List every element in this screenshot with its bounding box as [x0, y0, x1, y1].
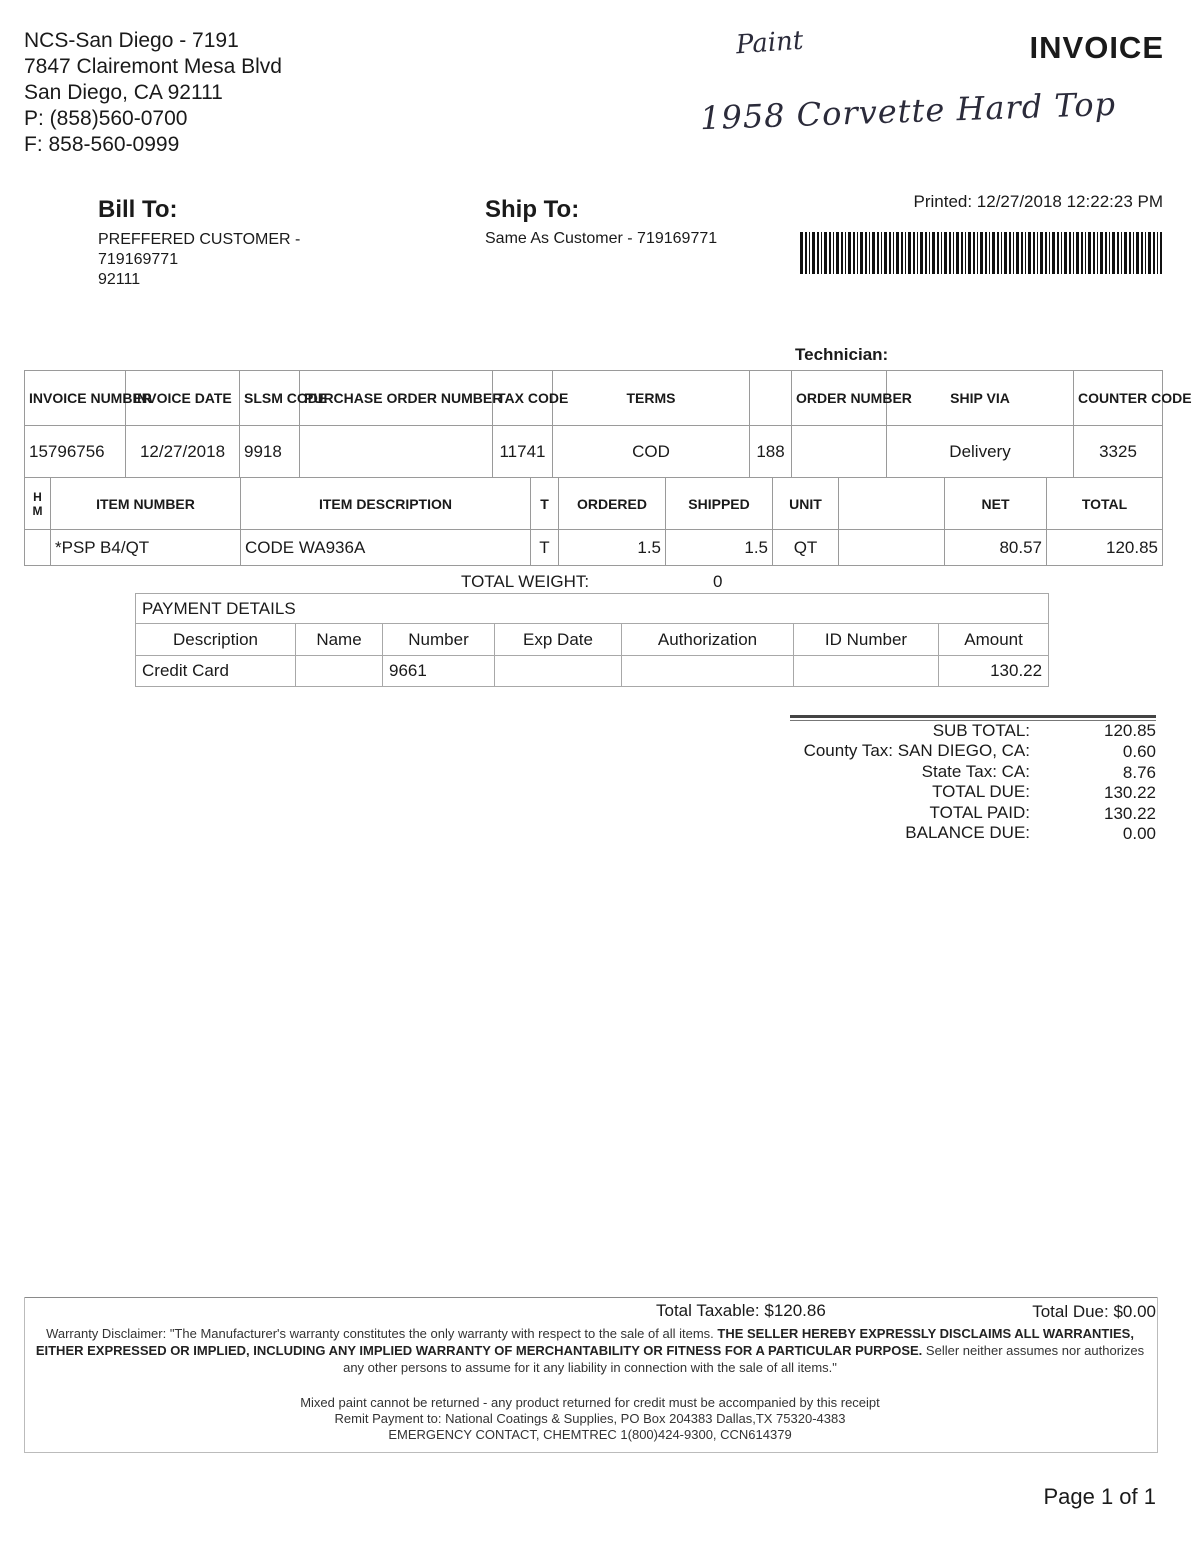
- pay-number-value: 9661: [383, 656, 495, 687]
- col-tax-code: TAX CODE: [493, 371, 553, 426]
- pay-col-description: Description: [136, 624, 296, 656]
- barcode-bar: [869, 232, 870, 274]
- barcode-bar: [865, 232, 867, 274]
- subtotal-value: 120.85: [1104, 721, 1156, 740]
- col-unit: UNIT: [773, 478, 839, 530]
- handwritten-note-1: Paint: [735, 25, 805, 61]
- barcode-bar: [1133, 232, 1134, 274]
- technician-label: Technician:: [795, 345, 889, 364]
- barcode-bar: [1157, 232, 1158, 274]
- barcode-bar: [853, 232, 855, 274]
- barcode-bar: [1049, 232, 1050, 274]
- col-purchase-order: PURCHASE ORDER NUMBER: [300, 371, 493, 426]
- barcode-bar: [893, 232, 894, 274]
- barcode-bar: [1052, 232, 1055, 274]
- col-counter-code: COUNTER CODE: [1074, 371, 1163, 426]
- barcode-bar: [980, 232, 983, 274]
- col-slsm-code: SLSM CODE: [240, 371, 300, 426]
- item-net-cell: 80.57: [945, 530, 1047, 566]
- barcode-bar: [1040, 232, 1043, 274]
- line-items-table: [24, 477, 1163, 566]
- barcode-image: [800, 232, 1162, 274]
- barcode-bar: [896, 232, 899, 274]
- disclaimer-text-end: Seller neither assumes nor authorizes any other persons to assume for it any liability in connection with the sale of all items.": [343, 1343, 1145, 1375]
- bill-to-address: [98, 230, 300, 290]
- col-ship-via: SHIP VIA: [887, 371, 1074, 426]
- barcode-bar: [1112, 232, 1115, 274]
- barcode-bar: [1025, 232, 1026, 274]
- pay-id-number-value: [794, 656, 939, 687]
- barcode-bar: [1033, 232, 1035, 274]
- barcode-bar: [1001, 232, 1002, 274]
- barcode-bar: [1021, 232, 1023, 274]
- table-row: [136, 656, 1049, 687]
- barcode-bar: [968, 232, 971, 274]
- col-ordered: ORDERED: [559, 478, 666, 530]
- company-name: NCS-San Diego - 7191: [24, 29, 239, 52]
- barcode-bar: [973, 232, 975, 274]
- barcode-bar: [932, 232, 935, 274]
- pay-name-value: [296, 656, 383, 687]
- col-terms: TERMS: [553, 371, 750, 426]
- barcode-bar: [1076, 232, 1079, 274]
- item-description-cell: CODE WA936A: [241, 530, 531, 566]
- totals-divider: [790, 715, 1156, 718]
- item-number-cell: *PSP B4/QT: [51, 530, 241, 566]
- barcode-bar: [908, 232, 911, 274]
- barcode-bar: [1037, 232, 1038, 274]
- col-total: TOTAL: [1047, 478, 1163, 530]
- col-hm: H M: [25, 478, 51, 530]
- barcode-bar: [997, 232, 999, 274]
- item-shipped-cell: 1.5: [666, 530, 773, 566]
- subtotal-label: SUB TOTAL:: [932, 721, 1030, 740]
- barcode-bar: [821, 232, 822, 274]
- emergency-contact-note: EMERGENCY CONTACT, CHEMTREC 1(800)424-9300, CCN614379: [388, 1427, 792, 1442]
- barcode-bar: [953, 232, 954, 274]
- disclaimer-text: Warranty Disclaimer: "The Manufacturer's warranty constitutes the only warranty with respect to the sale of all items.: [46, 1326, 714, 1341]
- barcode-bar: [841, 232, 843, 274]
- barcode-bar: [1105, 232, 1107, 274]
- tax-code-value: 11741: [493, 426, 553, 478]
- handwritten-note-2: 1958 Corvette Hard Top: [699, 84, 1117, 138]
- barcode-bar: [961, 232, 963, 274]
- col-t: T: [531, 478, 559, 530]
- barcode-bar: [800, 232, 803, 274]
- barcode-bar: [925, 232, 927, 274]
- barcode-bar: [1109, 232, 1110, 274]
- barcode-bar: [877, 232, 879, 274]
- purchase-order-value: [300, 426, 493, 478]
- barcode-bar: [809, 232, 810, 274]
- col-blank: [750, 371, 792, 426]
- bill-to-line: 92111: [98, 271, 141, 288]
- return-policy-note: Mixed paint cannot be returned - any product returned for credit must be accompanied by this receipt: [300, 1395, 880, 1410]
- item-total-cell: 120.85: [1047, 530, 1163, 566]
- company-phone: P: (858)560-0700: [24, 107, 188, 130]
- barcode-bar: [949, 232, 951, 274]
- barcode-bar: [977, 232, 978, 274]
- barcode-bar: [1016, 232, 1019, 274]
- total-weight-value: 0: [713, 572, 723, 591]
- item-t-cell: T: [531, 530, 559, 566]
- barcode-bar: [1064, 232, 1067, 274]
- barcode-bar: [817, 232, 819, 274]
- barcode-bar: [1045, 232, 1047, 274]
- barcode-bar: [1028, 232, 1031, 274]
- footer-notes: [180, 1395, 1000, 1443]
- barcode-bar: [1073, 232, 1074, 274]
- footer-bottom-divider: [24, 1452, 1158, 1453]
- barcode-bar: [805, 232, 807, 274]
- state-tax-value: 8.76: [1122, 763, 1156, 782]
- barcode-bar: [1013, 232, 1014, 274]
- company-street: 7847 Clairemont Mesa Blvd: [24, 55, 282, 78]
- company-address-block: [24, 28, 282, 158]
- barcode-bar: [1141, 232, 1143, 274]
- col-net: NET: [945, 478, 1047, 530]
- barcode-bar: [824, 232, 827, 274]
- barcode-bar: [872, 232, 875, 274]
- barcode-bar: [985, 232, 987, 274]
- payment-details-heading: PAYMENT DETAILS: [136, 594, 1049, 624]
- balance-due-value: 0.00: [1122, 824, 1156, 843]
- barcode-bar: [1153, 232, 1155, 274]
- barcode-bar: [965, 232, 966, 274]
- barcode-bar: [1145, 232, 1146, 274]
- barcode-bar: [1093, 232, 1095, 274]
- page-number: Page 1 of 1: [1043, 1484, 1156, 1509]
- order-number-value: [792, 426, 887, 478]
- barcode-bar: [1057, 232, 1059, 274]
- item-blank-cell: [839, 530, 945, 566]
- barcode-bar: [1117, 232, 1119, 274]
- barcode-bar: [1100, 232, 1103, 274]
- table-row: [25, 530, 1163, 566]
- barcode-bar: [1061, 232, 1062, 274]
- barcode-bar: [1148, 232, 1151, 274]
- barcode-bar: [1160, 232, 1162, 274]
- pay-col-name: Name: [296, 624, 383, 656]
- footer-frame-left: [24, 1297, 25, 1453]
- disclaimer-bold-text: THE SELLER HEREBY EXPRESSLY DISCLAIMS ALL WARRANTIES, EITHER EXPRESSED OR IMPLIED, INCLUDING ANY IMPLIED WARRANTY OF MERCHANTABILITY OR FITNESS FOR A PARTICULAR PURPOSE.: [35, 1326, 1134, 1358]
- bill-to-line: 719169771: [98, 251, 179, 268]
- bill-to-heading: Bill To:: [98, 196, 178, 223]
- barcode-bar: [1124, 232, 1127, 274]
- counter-code-value: 3325: [1074, 426, 1163, 478]
- slsm-code-value: 9918: [240, 426, 300, 478]
- barcode-bar: [889, 232, 891, 274]
- barcode-bar: [1009, 232, 1011, 274]
- col-blank-2: [839, 478, 945, 530]
- barcode-bar: [860, 232, 863, 274]
- footer-frame-right: [1157, 1297, 1158, 1453]
- printed-timestamp: Printed: 12/27/2018 12:22:23 PM: [913, 192, 1163, 211]
- total-due-value: 130.22: [1104, 783, 1156, 802]
- pay-col-number: Number: [383, 624, 495, 656]
- ship-via-value: Delivery: [887, 426, 1074, 478]
- total-weight-label: TOTAL WEIGHT:: [461, 572, 590, 591]
- ship-to-address: Same As Customer - 719169771: [485, 230, 718, 247]
- barcode-bar: [992, 232, 995, 274]
- warranty-disclaimer: [30, 1325, 1150, 1376]
- barcode-bar: [845, 232, 846, 274]
- barcode-bar: [920, 232, 923, 274]
- barcode-bar: [1069, 232, 1071, 274]
- barcode-bar: [829, 232, 831, 274]
- total-paid-value: 130.22: [1104, 804, 1156, 823]
- col-invoice-date: INVOICE DATE: [126, 371, 240, 426]
- col-item-description: ITEM DESCRIPTION: [241, 478, 531, 530]
- col-invoice-number: INVOICE NUMBER: [25, 371, 126, 426]
- pay-authorization-value: [622, 656, 794, 687]
- barcode-bar: [913, 232, 915, 274]
- item-hm: [25, 530, 51, 566]
- barcode-bar: [1121, 232, 1122, 274]
- barcode-bar: [848, 232, 851, 274]
- barcode-bar: [1085, 232, 1086, 274]
- total-taxable: Total Taxable: $120.86: [656, 1301, 826, 1320]
- item-unit-cell: QT: [773, 530, 839, 566]
- ship-to-heading: Ship To:: [485, 196, 580, 223]
- item-ordered-cell: 1.5: [559, 530, 666, 566]
- barcode-bar: [857, 232, 858, 274]
- barcode-bar: [956, 232, 959, 274]
- total-due-label: TOTAL DUE:: [932, 782, 1030, 801]
- bill-to-line: PREFFERED CUSTOMER -: [98, 231, 301, 248]
- barcode-bar: [941, 232, 942, 274]
- barcode-bar: [833, 232, 834, 274]
- barcode-bar: [881, 232, 882, 274]
- barcode-bar: [1129, 232, 1131, 274]
- pay-description-value: Credit Card: [136, 656, 296, 687]
- barcode-bar: [917, 232, 918, 274]
- blank-value: 188: [750, 426, 792, 478]
- barcode-bar: [901, 232, 903, 274]
- col-shipped: SHIPPED: [666, 478, 773, 530]
- state-tax-label: State Tax: CA:: [921, 762, 1030, 781]
- barcode-bar: [884, 232, 887, 274]
- pay-col-id-number: ID Number: [794, 624, 939, 656]
- total-paid-label: TOTAL PAID:: [929, 803, 1030, 822]
- barcode-bar: [929, 232, 930, 274]
- footer-divider: [24, 1297, 1158, 1298]
- barcode-bar: [944, 232, 947, 274]
- balance-due-label: BALANCE DUE:: [905, 823, 1030, 842]
- pay-col-exp-date: Exp Date: [495, 624, 622, 656]
- barcode-bar: [905, 232, 906, 274]
- pay-col-amount: Amount: [939, 624, 1049, 656]
- company-fax: F: 858-560-0999: [24, 133, 180, 156]
- pay-exp-date-value: [495, 656, 622, 687]
- county-tax-value: 0.60: [1122, 742, 1156, 761]
- col-order-number: ORDER NUMBER: [792, 371, 887, 426]
- pay-col-authorization: Authorization: [622, 624, 794, 656]
- footer-total-due: Total Due: $0.00: [1032, 1302, 1156, 1321]
- col-item-number: ITEM NUMBER: [51, 478, 241, 530]
- terms-value: COD: [553, 426, 750, 478]
- company-city: San Diego, CA 92111: [24, 81, 223, 104]
- invoice-date-value: 12/27/2018: [126, 426, 240, 478]
- barcode-bar: [937, 232, 939, 274]
- remit-payment-note: Remit Payment to: National Coatings & Supplies, PO Box 204383 Dallas,TX 75320-4383: [334, 1411, 846, 1426]
- barcode-bar: [1097, 232, 1098, 274]
- payment-details-table: [135, 593, 1049, 687]
- barcode-bar: [1136, 232, 1139, 274]
- invoice-header-table: [24, 370, 1192, 478]
- barcode-bar: [1081, 232, 1083, 274]
- barcode-bar: [989, 232, 990, 274]
- invoice-number-value: 15796756: [25, 426, 126, 478]
- pay-amount-value: 130.22: [939, 656, 1049, 687]
- county-tax-label: County Tax: SAN DIEGO, CA:: [803, 741, 1030, 760]
- barcode-bar: [1088, 232, 1091, 274]
- document-title: INVOICE: [1029, 30, 1164, 65]
- barcode-bar: [812, 232, 815, 274]
- barcode-bar: [836, 232, 839, 274]
- barcode-bar: [1004, 232, 1007, 274]
